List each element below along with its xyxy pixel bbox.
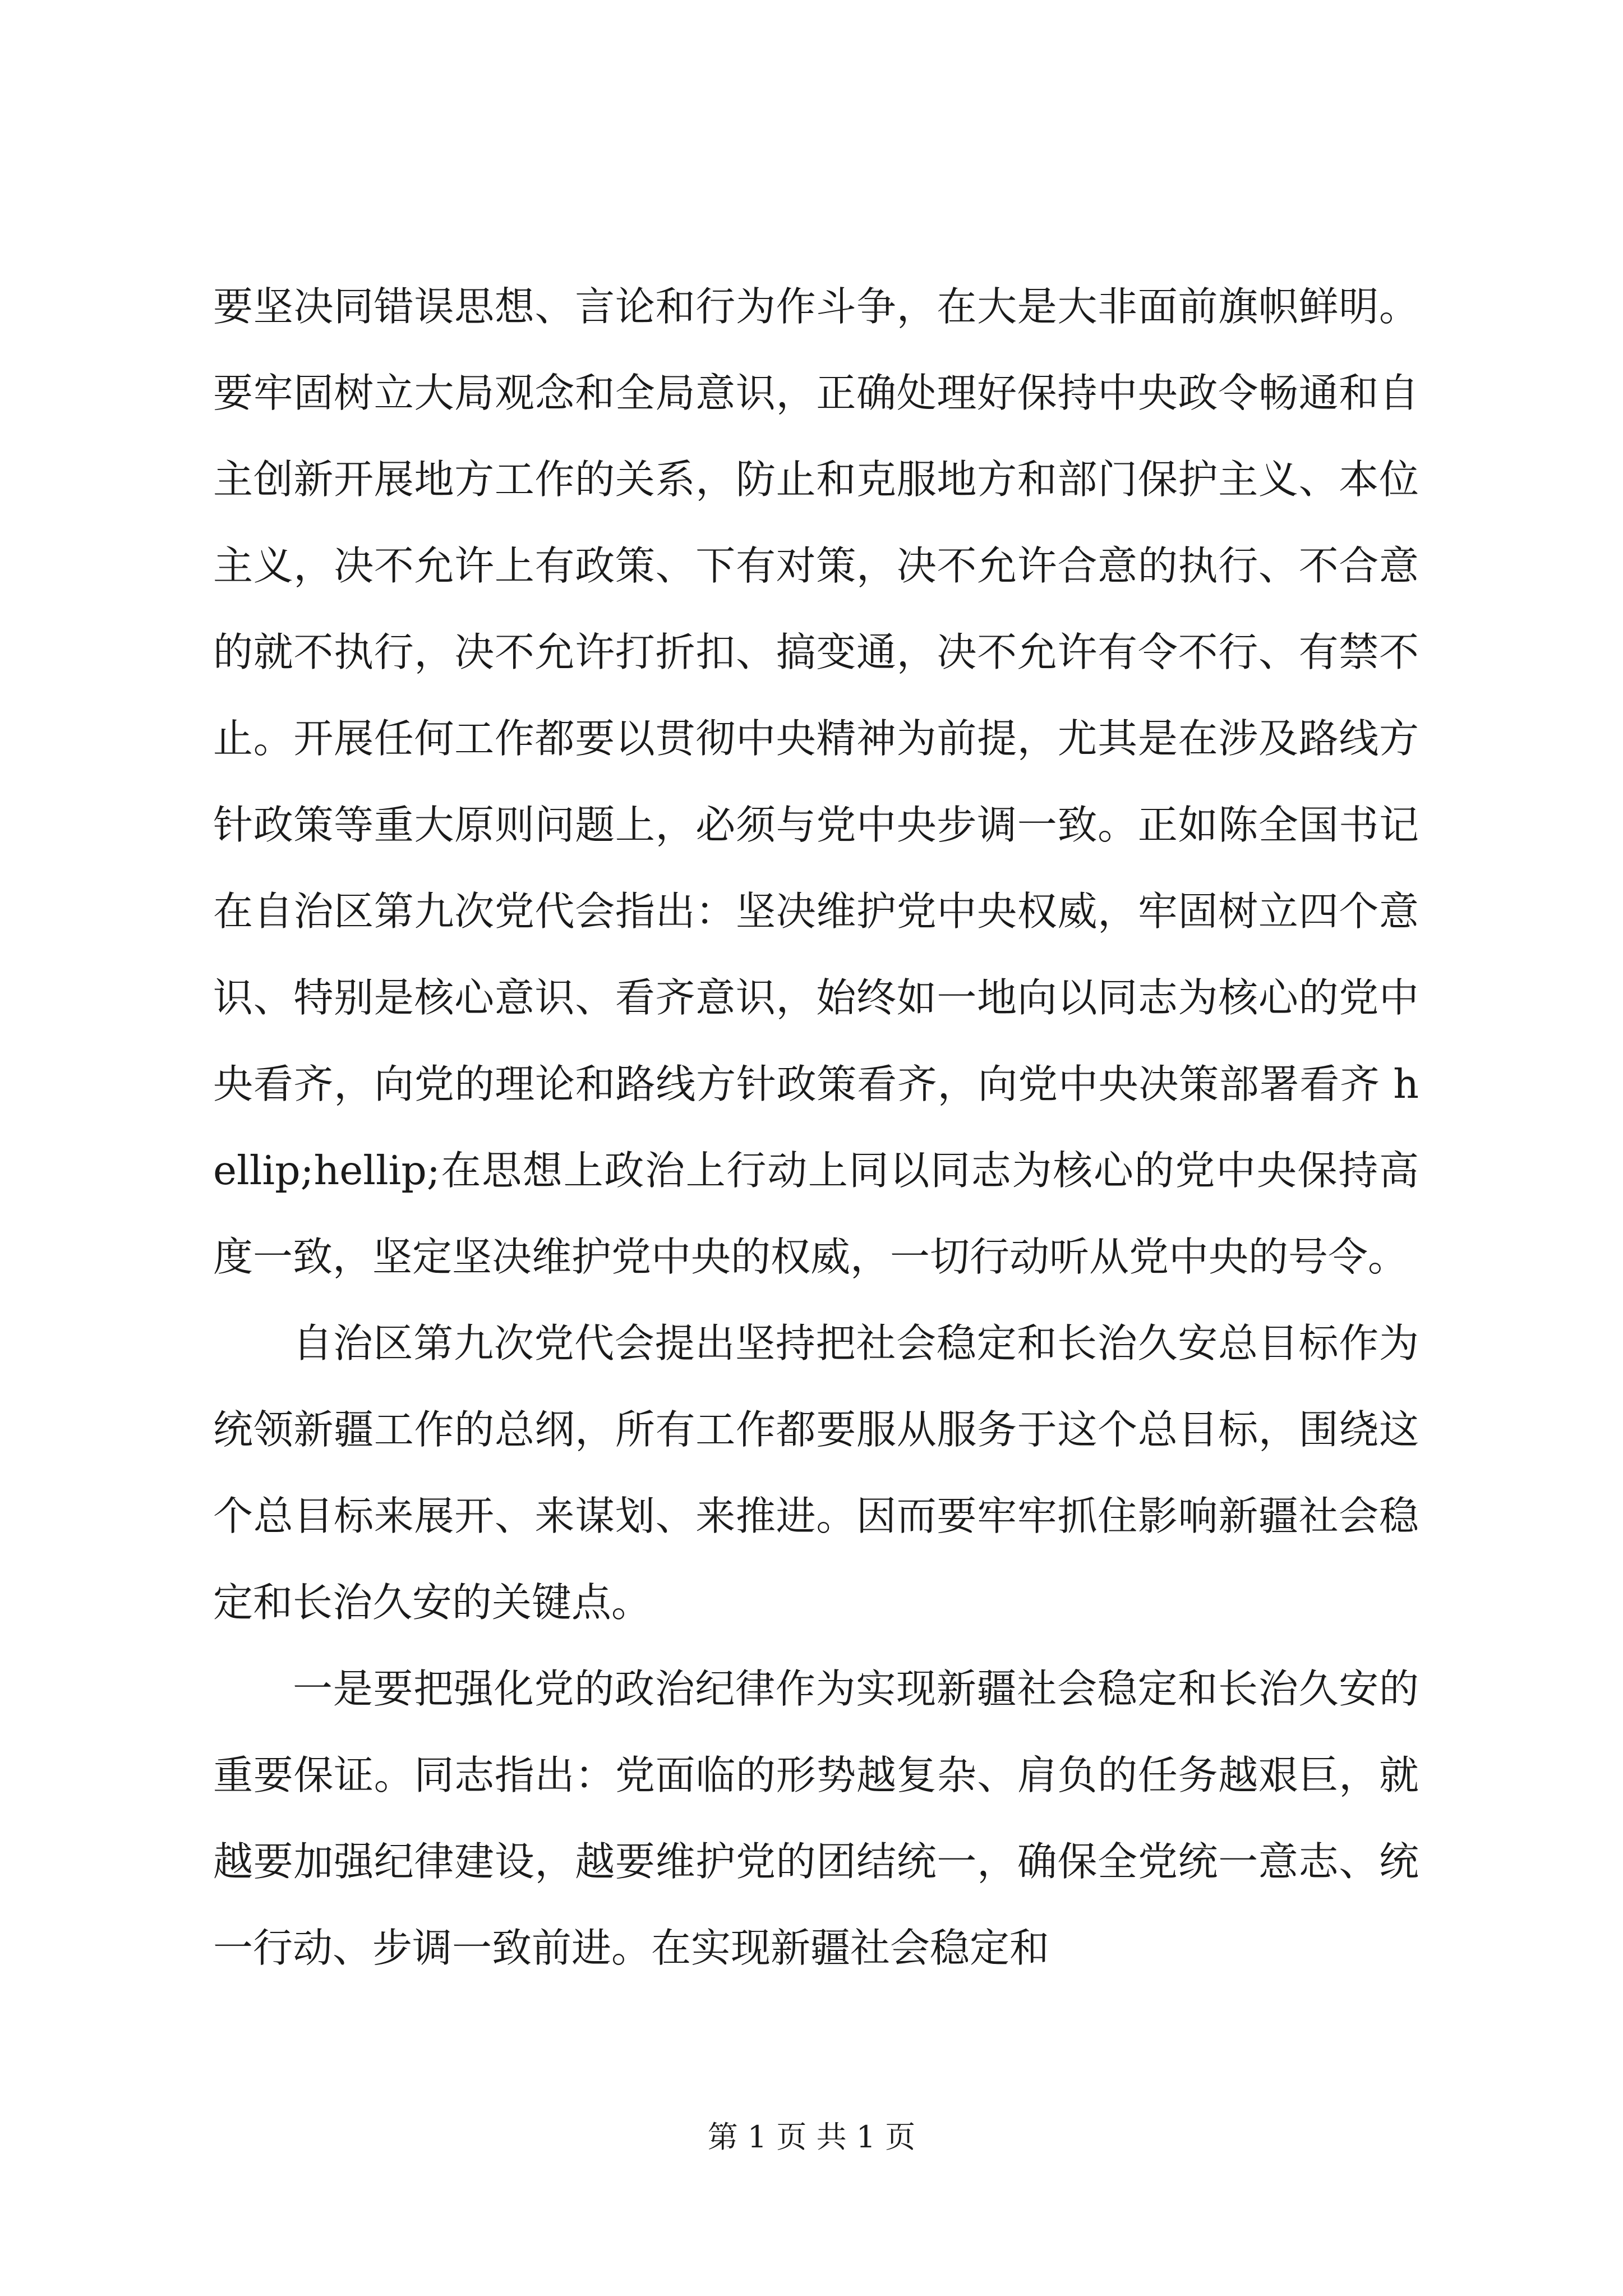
document-body bbox=[213, 264, 1419, 1991]
paragraph-3: 一是要把强化党的政治纪律作为实现新疆社会稳定和长治久安的重要保证。同志指出：党面临的形势越复杂、肩负的任务越艰巨，就越要加强纪律建设，越要维护党的团结统一，确保全党统一意志、统一行动、步调一致前进。在实现新疆社会稳定和 bbox=[213, 1665, 1419, 1971]
paragraph-1: 要坚决同错误思想、言论和行为作斗争，在大是大非面前旗帜鲜明。要牢固树立大局观念和全局意识，正确处理好保持中央政令畅通和自主创新开展地方工作的关系，防止和克服地方和部门保护主义、本位主义，决不允许上有政策、下有对策，决不允许合意的执行、不合意的就不执行，决不允许打折扣、搞变通，决不允许有令不行、有禁不止。开展任何工作都要以贯彻中央精神为前提，尤其是在涉及路线方针政策等重大原则问题上，必须与党中央步调一致。正如陈全国书记在自治区第九次党代会指出：坚决维护党中央权威，牢固树立四个意识、特别是核心意识、看齐意识，始终如一地向以同志为核心的党中央看齐，向党的理论和路线方针政策看齐，向党中央决策部署看齐 hellip;hellip;在思想上政治上行动上同以同志为核心的党中央保持高度一致，坚定坚决维护党中央的权威，一切行动听从党中央的号令。 bbox=[213, 283, 1419, 1280]
page-footer: 第 1 页 共 1 页 bbox=[707, 2119, 916, 2155]
paragraph-2: 自治区第九次党代会提出坚持把社会稳定和长治久安总目标作为统领新疆工作的总纲，所有工作都要服从服务于这个总目标，围绕这个总目标来展开、来谋划、来推进。因而要牢牢抓住影响新疆社会稳定和长治久安的关键点。 bbox=[213, 1320, 1419, 1626]
